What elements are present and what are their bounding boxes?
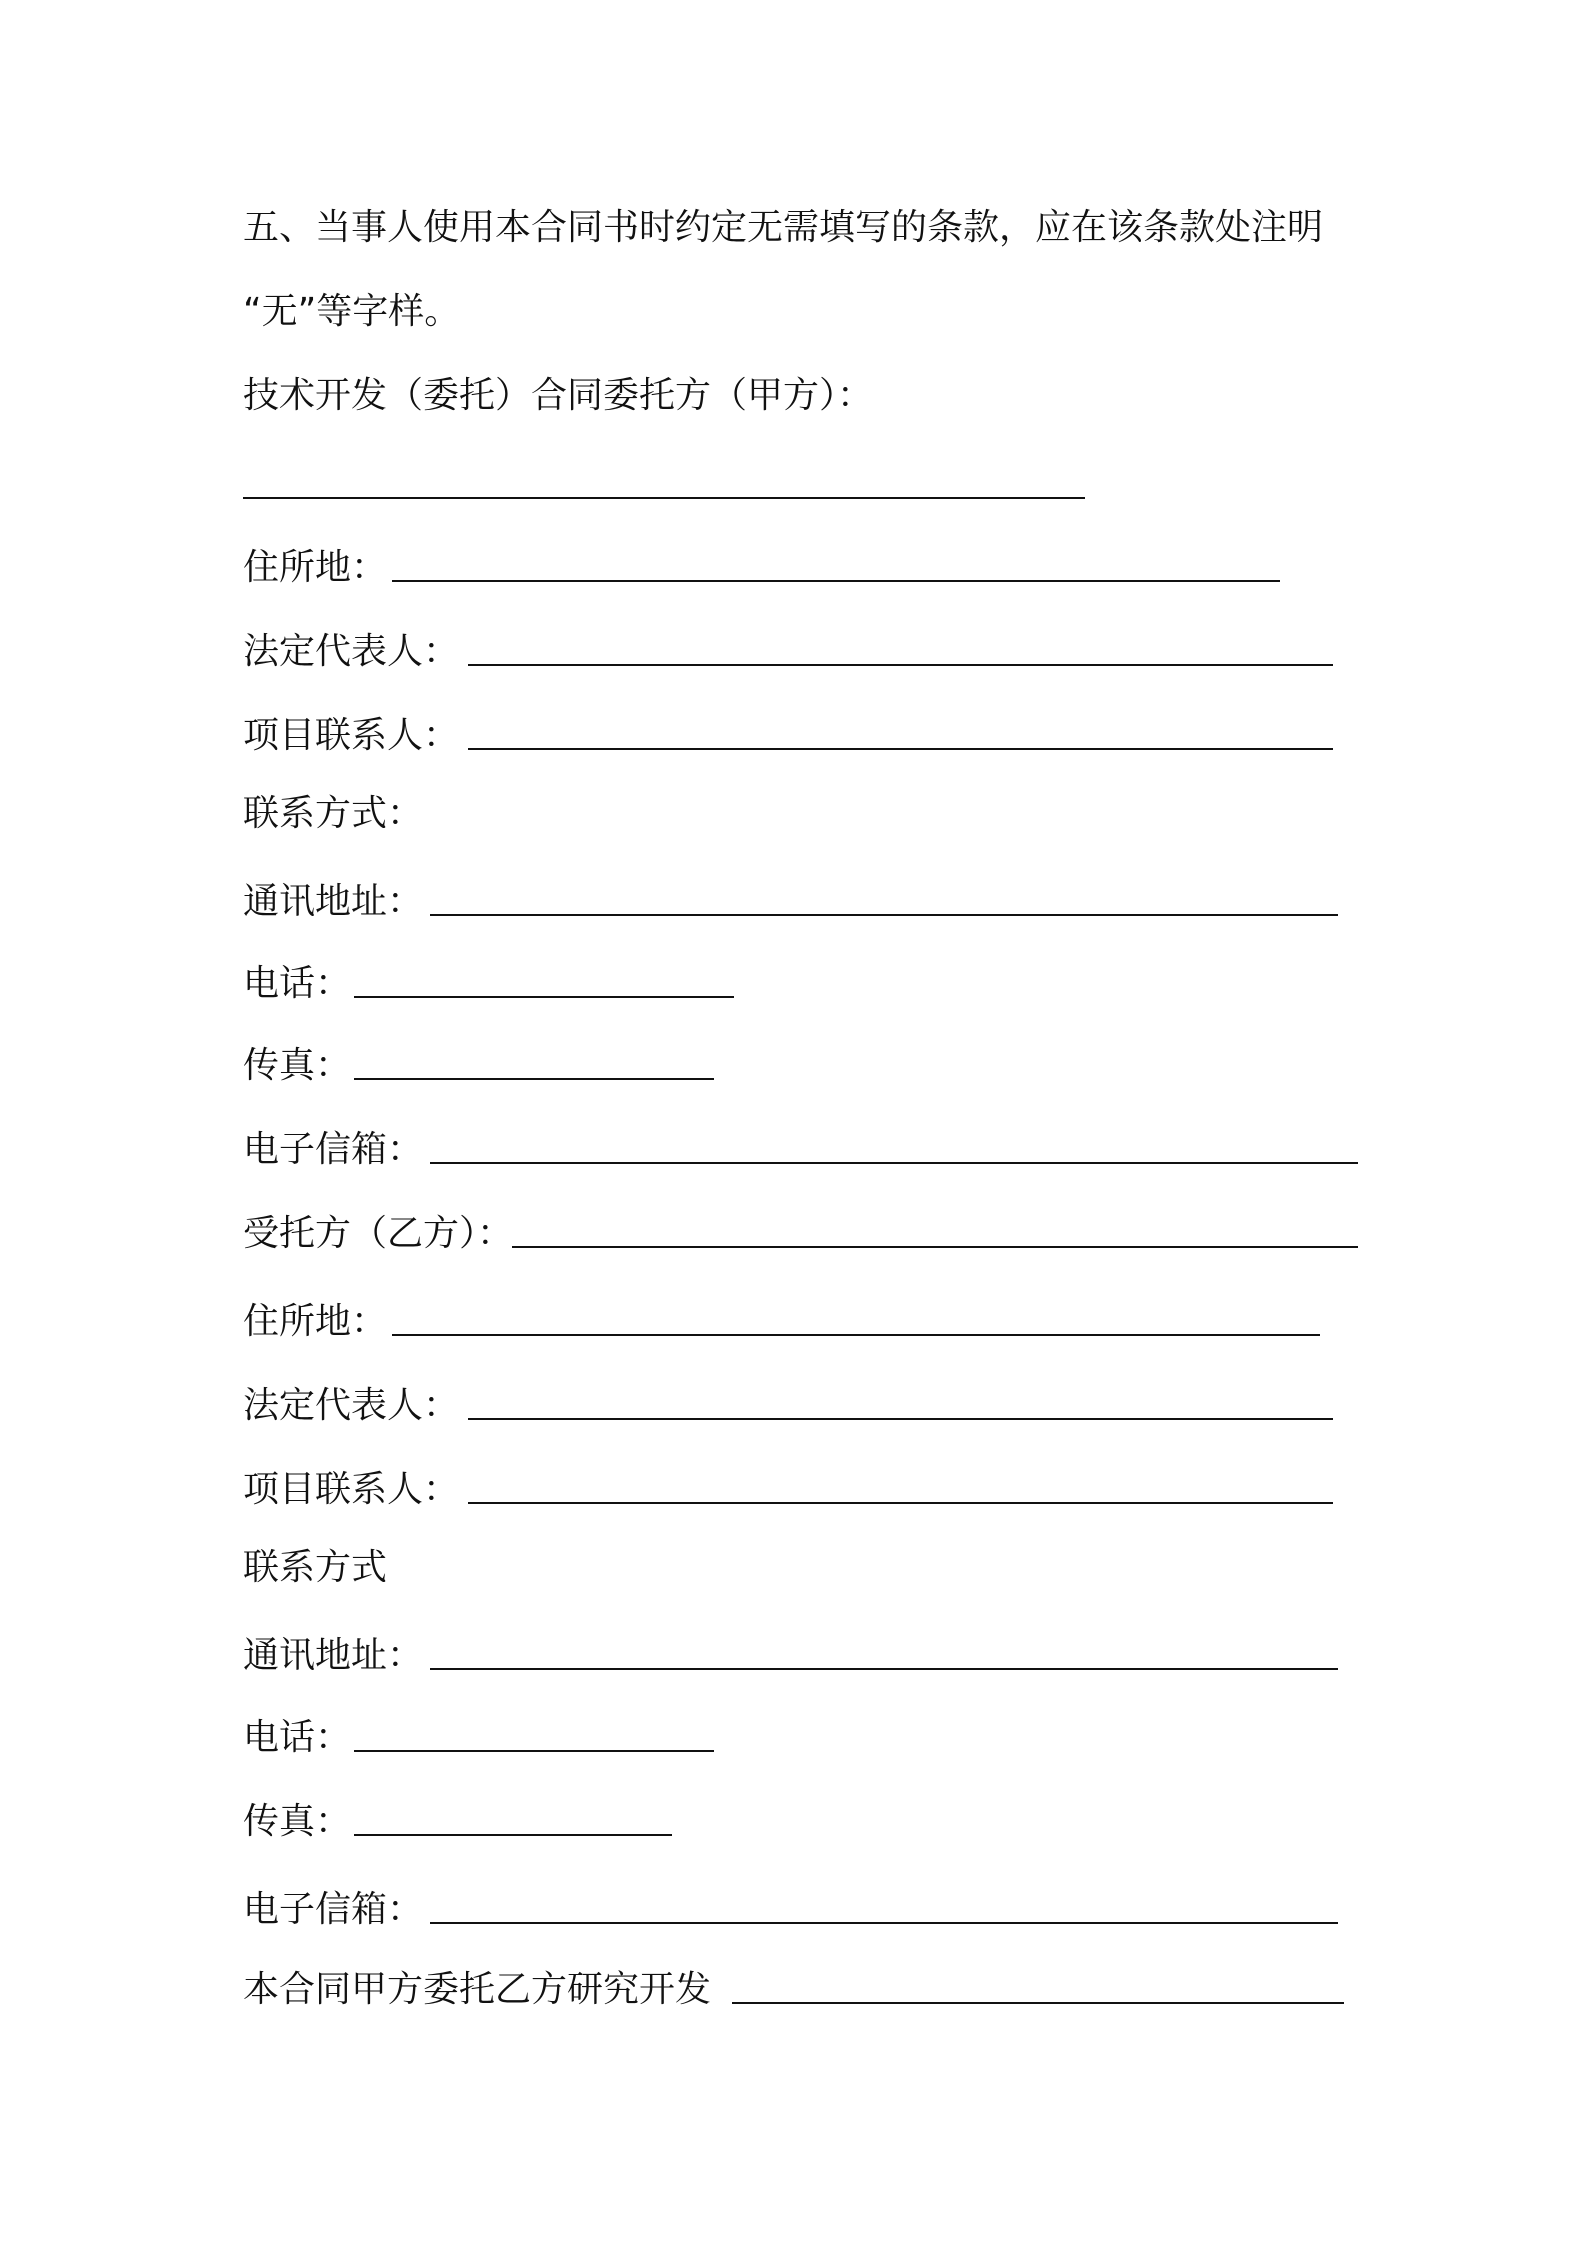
party-a-fax-blank[interactable] [354, 1078, 714, 1080]
party-a-email-blank[interactable] [430, 1162, 1358, 1164]
party-a-legal-rep-label: 法定代表人： [243, 631, 460, 672]
party-b-fax-label: 传真： [243, 1801, 352, 1842]
party-b-heading-label: 受托方（乙方）： [243, 1213, 514, 1254]
party-a-phone-label: 电话： [243, 963, 352, 1004]
party-a-fax-label: 传真： [243, 1045, 352, 1086]
party-b-address-blank[interactable] [392, 1334, 1320, 1336]
party-b-project-contact-label: 项目联系人： [243, 1469, 460, 1510]
party-b-email-blank[interactable] [430, 1922, 1338, 1924]
party-b-mailing-address-blank[interactable] [430, 1668, 1338, 1670]
research-subject-blank[interactable] [732, 2002, 1344, 2004]
party-a-email-label: 电子信箱： [243, 1129, 424, 1170]
party-b-phone-label: 电话： [243, 1717, 352, 1758]
client-heading: 技术开发（委托）合同委托方（甲方）： [243, 375, 874, 416]
party-a-phone-blank[interactable] [354, 996, 734, 998]
party-a-address-label: 住所地： [243, 547, 388, 588]
party-b-legal-rep-label: 法定代表人： [243, 1385, 460, 1426]
party-b-contact-methods-label: 联系方式 [243, 1547, 388, 1588]
clause-five-line2: “无”等字样。 [243, 291, 461, 332]
party-b-address-label: 住所地： [243, 1301, 388, 1342]
party-a-project-contact-label: 项目联系人： [243, 715, 460, 756]
party-b-legal-rep-blank[interactable] [468, 1418, 1333, 1420]
party-a-contact-methods-label: 联系方式： [243, 793, 424, 834]
party-b-phone-blank[interactable] [354, 1750, 714, 1752]
party-b-fax-blank[interactable] [354, 1834, 672, 1836]
party-b-project-contact-blank[interactable] [468, 1502, 1333, 1504]
party-a-project-contact-blank[interactable] [468, 748, 1333, 750]
party-b-email-label: 电子信箱： [243, 1889, 424, 1930]
party-b-mailing-address-label: 通讯地址： [243, 1635, 424, 1676]
party-a-mailing-address-label: 通讯地址： [243, 881, 424, 922]
client-name-blank[interactable] [243, 497, 1085, 499]
clause-five-line1: 五、当事人使用本合同书时约定无需填写的条款，应在该条款处注明 [243, 207, 1324, 248]
party-b-name-blank[interactable] [512, 1246, 1358, 1248]
party-a-address-blank[interactable] [392, 580, 1280, 582]
party-a-legal-rep-blank[interactable] [468, 664, 1333, 666]
party-a-mailing-address-blank[interactable] [430, 914, 1338, 916]
closing-line: 本合同甲方委托乙方研究开发 [243, 1969, 712, 2010]
